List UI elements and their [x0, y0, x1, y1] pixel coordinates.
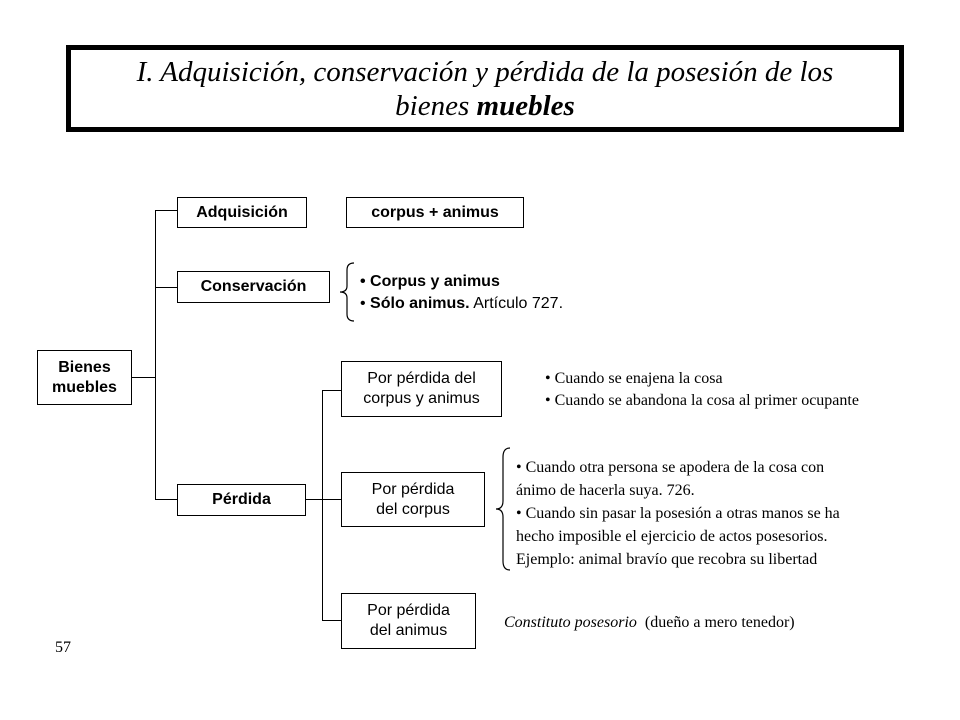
slide-title: [66, 45, 904, 132]
corpus-animus-list: [545, 368, 859, 412]
animus-line2: del animus: [369, 622, 448, 639]
connector-conservacion: [155, 287, 177, 288]
conservacion-label: Conservación: [200, 278, 307, 295]
corpus-animus-line1: Por pérdida del: [367, 370, 476, 387]
node-perdida: [177, 484, 306, 516]
corpus-item-2-line3: Ejemplo: animal bravío que recobra su libertad: [516, 551, 818, 568]
animus-note-italic: Constituto posesorio: [504, 614, 637, 631]
node-perdida-corpus-animus: [341, 361, 502, 417]
connector-corpus-animus: [322, 390, 341, 391]
adquisicion-label: Adquisición: [196, 203, 288, 221]
conservacion-item-2-rest: Artículo 727.: [469, 295, 564, 312]
connector-perdida-out: [306, 499, 323, 500]
perdida-label: Pérdida: [212, 491, 271, 508]
corpus-item-2-line1: • Cuando sin pasar la posesión a otras manos se ha: [516, 502, 840, 525]
corpus-line2: del corpus: [376, 500, 450, 518]
animus-line1: Por pérdida: [367, 602, 450, 619]
root-line2: muebles: [52, 378, 117, 396]
node-perdida-animus: [341, 593, 476, 649]
adquisicion-detail: corpus + animus: [371, 203, 499, 221]
corpus-animus-item-1: • Cuando se enajena la cosa: [545, 368, 859, 390]
title-line1: I. Adquisición, conservación y pérdida de la posesión de los: [136, 55, 834, 88]
corpus-list: [516, 456, 840, 571]
corpus-item-1-line1: • Cuando otra persona se apodera de la cosa con: [516, 456, 840, 479]
node-corpus-animus-detail: [346, 197, 524, 228]
conservacion-brace-icon: [338, 262, 358, 322]
connector-root: [131, 377, 156, 378]
connector-corpus: [322, 499, 341, 500]
connector-perdida: [155, 499, 177, 500]
connector-main-vertical: [155, 210, 156, 499]
corpus-animus-line2: corpus y animus: [363, 390, 480, 407]
connector-animus: [322, 620, 341, 621]
node-adquisicion: [177, 197, 307, 228]
root-node-bienes-muebles: [37, 350, 132, 405]
animus-note: [504, 612, 795, 634]
connector-adquisicion: [155, 210, 177, 211]
root-line1: Bienes: [58, 358, 111, 376]
node-perdida-corpus: [341, 472, 485, 527]
conservacion-list: [360, 271, 563, 315]
corpus-item-1-line2: ánimo de hacerla suya. 726.: [516, 482, 695, 499]
corpus-animus-item-2: • Cuando se abandona la cosa al primer ocupante: [545, 390, 859, 412]
animus-note-rest: (dueño a mero tenedor): [636, 614, 795, 631]
conservacion-item-2-bold: Sólo animus.: [370, 295, 470, 312]
title-line2-plain: bienes: [395, 89, 477, 122]
conservacion-item-2: [360, 293, 563, 315]
page-number: 57: [55, 639, 71, 656]
connector-perdida-vertical: [322, 390, 323, 621]
corpus-item-2-line2: hecho imposible el ejercicio de actos posesorios.: [516, 528, 828, 545]
conservacion-item-1: • Corpus y animus: [360, 271, 563, 293]
node-conservacion: [177, 271, 330, 303]
title-line2-bold: muebles: [476, 89, 575, 122]
corpus-brace-icon: [494, 447, 514, 571]
corpus-line1: Por pérdida: [371, 480, 455, 498]
